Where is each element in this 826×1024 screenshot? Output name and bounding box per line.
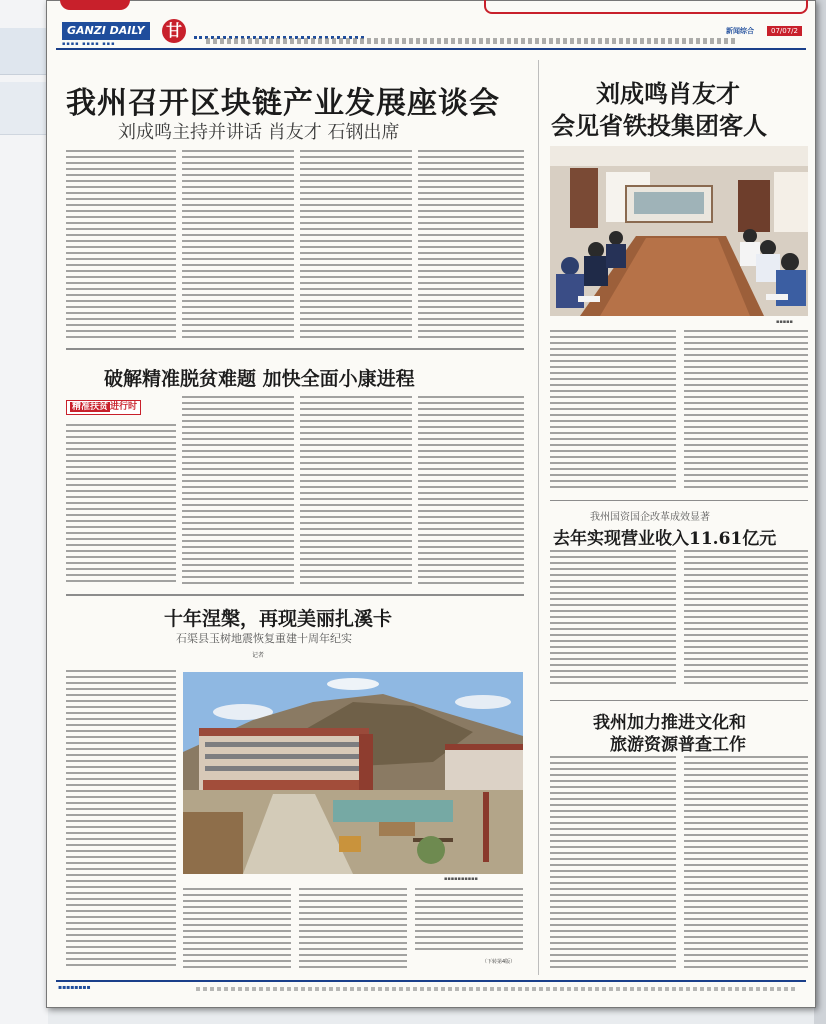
town-photo — [183, 672, 523, 874]
masthead-logo-sub: ▪▪▪▪ ▪▪▪▪ ▪▪▪ — [62, 41, 116, 47]
section-divider — [550, 500, 808, 501]
lead-body-col2 — [182, 150, 294, 340]
lead-headline: 我州召开区块链产业发展座谈会 — [66, 86, 500, 121]
lead-body-col4 — [418, 150, 524, 340]
revenue-body-col2 — [684, 550, 808, 686]
section-divider — [66, 594, 524, 596]
footer-weather-label: ▪▪▪▪▪▪▪▪ — [58, 984, 91, 991]
edition-tag: 07/07/2 — [767, 26, 802, 36]
masthead — [56, 22, 806, 50]
nirvana-headline: 十年涅槃，再现美丽扎溪卡 — [164, 608, 393, 630]
tibetan-script-title — [194, 24, 364, 39]
lead-body-col1 — [66, 150, 176, 340]
nirvana-body-col2 — [183, 888, 291, 968]
meeting-photo-caption: ▪▪▪▪▪ — [776, 319, 793, 325]
meeting-body-col2 — [684, 330, 808, 490]
lead-body-col3 — [300, 150, 412, 340]
poverty-column-tag: 精准扶贫 进行时 — [66, 400, 141, 415]
section-divider — [550, 700, 808, 701]
masthead-logo: GANZI DAILY — [62, 22, 150, 40]
poverty-body-col1 — [66, 424, 176, 584]
footer-info-line — [196, 987, 796, 991]
masthead-circle-logo: 甘 — [162, 19, 186, 43]
revenue-headline: 去年实现营业收入11.61亿元 — [553, 529, 777, 549]
meeting-body-col1 — [550, 330, 676, 490]
issue-info-line — [206, 38, 736, 44]
meeting-headline-line2: 会见省铁投集团客人 — [551, 111, 767, 140]
poverty-body-col3 — [300, 396, 412, 584]
nirvana-byline: 记者 — [252, 652, 265, 659]
browser-left-edge — [0, 0, 48, 1024]
section-divider — [66, 348, 524, 350]
nirvana-body-col4 — [415, 888, 523, 952]
nirvana-subhead: 石渠县玉树地震恢复重建十周年纪实 — [176, 632, 352, 645]
nirvana-body-col1 — [66, 670, 176, 970]
browser-panel — [0, 82, 48, 135]
culture-headline-line1: 我州加力推进文化和 — [593, 713, 746, 733]
browser-panel — [0, 28, 48, 75]
top-red-box — [484, 0, 808, 14]
column-divider — [538, 60, 539, 975]
meeting-headline-line1: 刘成鸣肖友才 — [596, 79, 740, 108]
revenue-body-col1 — [550, 550, 676, 686]
town-photo-caption: ▪▪▪▪▪▪▪▪▪▪ — [444, 876, 478, 882]
lead-subhead: 刘成鸣主持并讲话 肖友才 石钢出席 — [118, 122, 400, 143]
poverty-headline: 破解精准脱贫难题 加快全面小康进程 — [104, 368, 415, 390]
culture-body-col1 — [550, 756, 676, 972]
poverty-body-col2 — [182, 396, 294, 584]
poverty-body-col4 — [418, 396, 524, 584]
footer-strip — [56, 980, 806, 996]
culture-headline-line2: 旅游资源普查工作 — [610, 735, 746, 755]
nirvana-body-col3 — [299, 888, 407, 968]
culture-body-col2 — [684, 756, 808, 972]
top-red-decoration — [60, 0, 130, 10]
nirvana-continued-note: （下转第4版） — [482, 959, 516, 965]
edition-label: 新闻综合 — [726, 27, 754, 35]
meeting-photo — [550, 146, 808, 316]
revenue-kicker: 我州国资国企改革成效显著 — [590, 512, 710, 523]
